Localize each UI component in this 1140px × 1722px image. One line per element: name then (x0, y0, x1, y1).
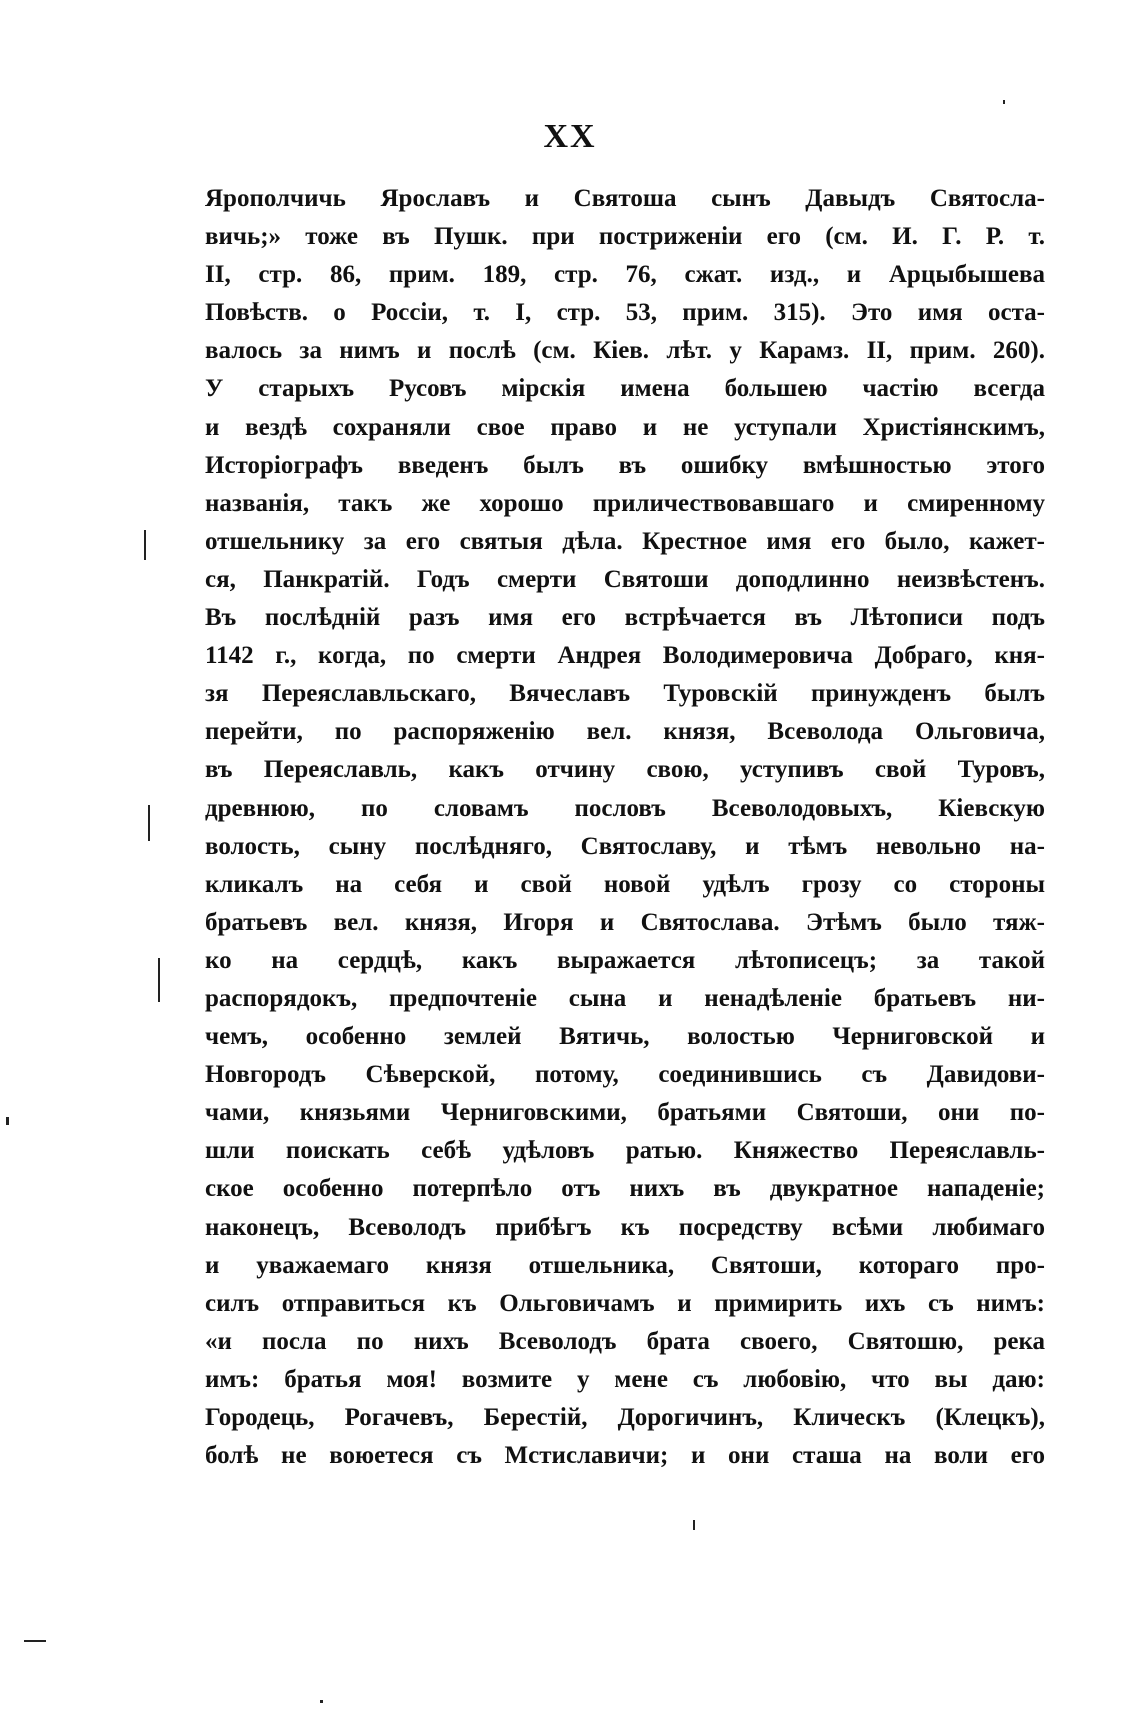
text-line: 1142 г., когда, по смерти Андрея Володимеровича Добраго, кня- (205, 642, 1045, 670)
text-line: валось за нимъ и послѣ (см. Кіев. лѣт. у Карамз. II, прим. 260). (205, 337, 1045, 365)
scan-speck (1003, 100, 1005, 104)
text-line: ко на сердцѣ, какъ выражается лѣтописецъ; за такой (205, 946, 1045, 974)
text-line: шли поискать себѣ удѣловъ ратью. Княжество Переяславль- (205, 1137, 1045, 1165)
text-line: и уважаемаго князя отшельника, Святоши, котораго про- (205, 1251, 1045, 1279)
text-line: Новгородъ Сѣверской, потому, соединившись съ Давидови- (205, 1061, 1045, 1089)
text-line: перейти, по распоряженію вел. князя, Всеволода Ольговича, (205, 718, 1045, 746)
text-line: братьевъ вел. князя, Игоря и Святослава. Этѣмъ было тяж- (205, 908, 1045, 936)
text-line: Городець, Рогачевъ, Берестій, Дорогичинъ, Клическъ (Клецкъ), (205, 1404, 1045, 1431)
text-line: распорядокъ, предпочтеніе сына и ненадѣленіе братьевъ ни- (205, 984, 1045, 1012)
text-line: отшельнику за его святыя дѣла. Крестное имя его было, кажет- (205, 527, 1045, 555)
text-line: и вездѣ сохраняли свое право и не уступали Христіянскимъ, (205, 413, 1045, 441)
text-line: силъ отправиться къ Ольговичамъ и примирить ихъ съ нимъ: (205, 1289, 1045, 1317)
text-line: «и посла по нихъ Всеволодъ брата своего, Святошю, река (205, 1327, 1045, 1355)
text-line: въ Переяславль, какъ отчину свою, уступивъ свой Туровъ, (205, 756, 1045, 784)
text-line: Въ послѣдній разъ имя его встрѣчается въ Лѣтописи подъ (205, 604, 1045, 632)
text-line: Повѣств. о Россіи, т. I, стр. 53, прим. 315). Это имя оста- (205, 299, 1045, 327)
text-line: кликалъ на себя и свой новой удѣлъ грозу со стороны (205, 870, 1045, 898)
scan-speck (693, 1520, 695, 1530)
scan-speck (24, 1640, 46, 1642)
scan-speck (148, 805, 150, 841)
text-line: имъ: братья моя! возмите у мене съ любовію, что вы даю: (205, 1365, 1045, 1393)
text-line: древнюю, по словамъ пословъ Всеволодовыхъ, Кіевскую (205, 794, 1045, 822)
text-line: чемъ, особенно землей Вятичь, волостью Черниговской и (205, 1023, 1045, 1051)
text-line: ся, Панкратій. Годъ смерти Святоши доподлинно неизвѣстенъ. (205, 565, 1045, 593)
scan-speck (158, 958, 160, 1002)
scan-speck (320, 1700, 323, 1703)
text-line: вичь;» тоже въ Пушк. при постриженіи его (см. И. Г. Р. т. (205, 223, 1045, 251)
text-line: зя Переяславльскаго, Вячеславъ Туровскій принужденъ былъ (205, 680, 1045, 708)
text-line: У старыхъ Русовъ мірскія имена большею частію всегда (205, 375, 1045, 403)
text-line: ское особенно потерпѣло отъ нихъ въ двукратное нападеніе; (205, 1175, 1045, 1203)
scan-speck (6, 1117, 9, 1125)
page-number: XX (543, 118, 597, 155)
text-line: чами, князьями Черниговскими, братьями Святоши, они по- (205, 1099, 1045, 1127)
text-line: волость, сыну послѣдняго, Святославу, и тѣмъ невольно на- (205, 832, 1045, 860)
scan-speck (144, 530, 146, 560)
text-line: болѣ не воюетеся съ Мстиславичи; и они сташа на воли его (205, 1442, 1045, 1470)
text-line: II, стр. 86, прим. 189, стр. 76, сжат. изд., и Арцыбышева (205, 261, 1045, 289)
text-line: наконецъ, Всеволодъ прибѣгъ къ посредству всѣми любимаго (205, 1213, 1045, 1241)
text-line: Исторіографъ введенъ былъ въ ошибку вмѣшностью этого (205, 451, 1045, 479)
text-line: Ярополчичь Ярославъ и Святоша сынъ Давыдъ Святосла- (205, 185, 1045, 212)
text-line: названія, такъ же хорошо приличествовавшаго и смиренному (205, 489, 1045, 517)
body-text (205, 180, 1045, 1475)
